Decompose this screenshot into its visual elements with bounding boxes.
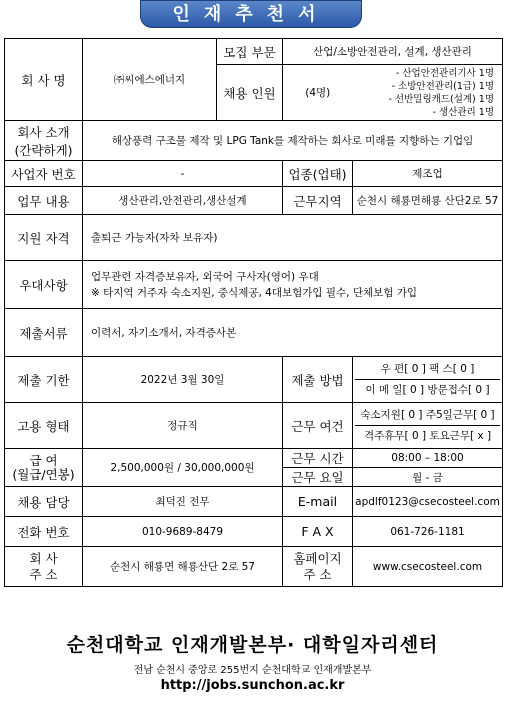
hire-count: (4명) (283, 65, 353, 121)
homepage-label: 홈페이지 주 소 (283, 547, 353, 587)
hire-label: 채용 인원 (217, 65, 283, 121)
homepage-value: www.csecosteel.com (353, 547, 503, 587)
recommendation-form (4, 38, 503, 587)
time-label: 근무 시간 (283, 449, 353, 468)
employ-label: 고용 형태 (5, 403, 83, 449)
dept-value: 산업/소방안전관리, 설계, 생산관리 (283, 39, 503, 65)
footer-title: 순천대학교 인재개발본부· 대학일자리센터 (66, 634, 439, 656)
docs-value: 이력서, 자기소개서, 자격증사본 (83, 309, 503, 357)
pref-value: 업무관련 자격증보유자, 외국어 구사자(영어) 우대 ※ 타지역 거주자 숙소지원, 중식제공, 4대보험가입 필수, 단체보험 가입 (83, 261, 503, 309)
email-label: E-mail (283, 487, 353, 517)
address-label: 회 사 주 소 (5, 547, 83, 587)
biz-type-label: 업종(업태) (283, 161, 353, 187)
intro-text: 해상풍력 구조물 제작 및 LPG Tank를 제작하는 회사로 미래를 지향하는 기업임 (83, 121, 503, 161)
contact-label: 채용 담당 (5, 487, 83, 517)
pay-value: 2,500,000원 / 30,000,000원 (83, 449, 283, 487)
qual-label: 지원 자격 (5, 215, 83, 261)
staff-list: - 산업안전관리기사 1명 - 소방안전관리(1급) 1명 - 선반밀링캐드(설계) 1명 - 생산관리 1명 (353, 65, 503, 121)
biz-type: 제조업 (353, 161, 503, 187)
biz-number: - (83, 161, 283, 187)
cond-label: 근무 여건 (283, 403, 353, 449)
employ-value: 정규직 (83, 403, 283, 449)
method-value: 우 편[ 0 ] 팩 스[ 0 ] 이 메 일[ 0 ] 방문접수[ 0 ] (353, 357, 503, 403)
phone-label: 전화 번호 (5, 517, 83, 547)
dept-label: 모집 부문 (217, 39, 283, 65)
email-value: apdlf0123@csecosteel.com (353, 487, 503, 517)
intro-label: 회사 소개 (간략하게) (5, 121, 83, 161)
time-value: 08:00 – 18:00 (353, 449, 503, 468)
qual-value: 출퇴근 가능자(자차 보유자) (83, 215, 503, 261)
day-label: 근무 요일 (283, 468, 353, 487)
fax-label: F A X (283, 517, 353, 547)
pref-label: 우대사항 (5, 261, 83, 309)
company-name: ㈜씨에스에너지 (83, 39, 217, 121)
address-value: 순천시 해룡면 해룡산단 2로 57 (83, 547, 283, 587)
pay-label: 급 여 (월급/연봉) (5, 449, 83, 487)
company-label: 회 사 명 (5, 39, 83, 121)
footer (0, 630, 505, 693)
phone-value: 010-9689-8479 (83, 517, 283, 547)
footer-address: 전남 순천시 중앙로 255번지 순천대학교 인재개발본부 (133, 665, 372, 676)
deadline-label: 제출 기한 (5, 357, 83, 403)
day-value: 월 - 금 (353, 468, 503, 487)
deadline-value: 2022년 3월 30일 (83, 357, 283, 403)
contact-value: 최덕진 전무 (83, 487, 283, 517)
method-label: 제출 방법 (283, 357, 353, 403)
fax-value: 061-726-1181 (353, 517, 503, 547)
footer-url[interactable]: http://jobs.sunchon.ac.kr (160, 678, 345, 693)
job-label: 업무 내용 (5, 187, 83, 215)
job-value: 생산관리,안전관리,생산설계 (83, 187, 283, 215)
docs-label: 제출서류 (5, 309, 83, 357)
cond-value: 숙소지원[ 0 ] 주5일근무[ 0 ] 격주휴무[ 0 ] 토요근무[ x ] (353, 403, 503, 449)
area-label: 근무지역 (283, 187, 353, 215)
area-value: 순천시 해룡면해룡 산단2로 57 (353, 187, 503, 215)
page-banner: 인재추천서 (140, 0, 362, 28)
biz-number-label: 사업자 번호 (5, 161, 83, 187)
